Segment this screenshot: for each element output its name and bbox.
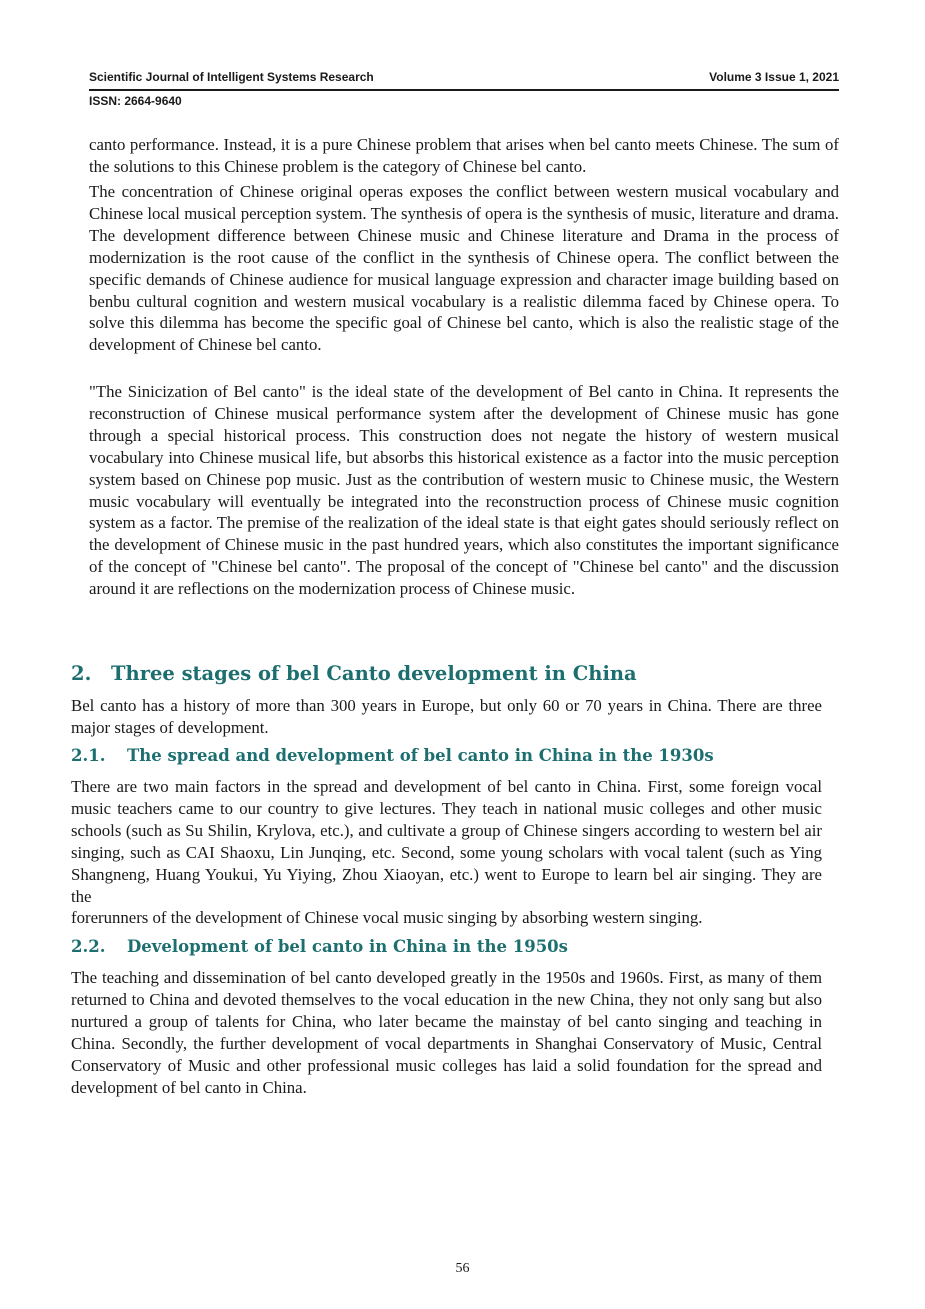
issn-label: ISSN: 2664-9640 — [89, 94, 182, 108]
section-heading-2 — [71, 662, 831, 685]
subsection-title: The spread and development of bel canto in China in the 1930s — [127, 746, 714, 765]
subsection-heading-2-2 — [71, 937, 831, 956]
section-title: Three stages of bel Canto development in China — [111, 662, 637, 685]
paragraph-1: canto performance. Instead, it is a pure Chinese problem that arises when bel canto meets Chinese. The sum of the solutions to this Chinese problem is the category of Chinese bel canto. — [89, 135, 839, 176]
paragraph-4: Bel canto has a history of more than 300 years in Europe, but only 60 or 70 years in China. There are three major stages of development. — [71, 696, 822, 737]
section-number: 2. — [71, 662, 92, 685]
header-rule — [89, 89, 839, 91]
header-top-row — [89, 70, 839, 88]
volume-issue: Volume 3 Issue 1, 2021 — [709, 70, 839, 84]
paragraph-3: "The Sinicization of Bel canto" is the ideal state of the development of Bel canto in China. It represents the reconstruction of Chinese musical performance system after the development of Chinese music has gone through a special historical process. This construction does not negate the history of western musical vocabulary into Chinese musical life, but absorbs this historical existence as a factor into the music perception system based on Chinese pop music. Just as the contribution of western music to Chinese music, the Western music vocabulary will eventually be integrated into the reconstruction process of Chinese music cognition system as a factor. The premise of the realization of the ideal state is that eight gates should seriously reflect on the development of Chinese music in the past hundred years, which also constitutes the important significance of the concept of "Chinese bel canto". The proposal of the concept of "Chinese bel canto" and the discussion around it are reflections on the modernization process of Chinese music. — [89, 382, 839, 599]
subsection-heading-2-1 — [71, 746, 831, 765]
paragraph-2: The concentration of Chinese original operas exposes the conflict between western musical vocabulary and Chinese local musical perception system. The synthesis of opera is the synthesis of music, literature and drama. The development difference between Chinese music and Chinese literature and Drama in the process of modernization is the root cause of the conflict in the synthesis of Chinese opera. The conflict between the specific demands of Chinese audience for musical language expression and character image building based on benbu cultural cognition and western musical vocabulary is a realistic dilemma faced by Chinese opera. To solve this dilemma has become the specific goal of Chinese bel canto, which is also the realistic stage of the development of Chinese bel canto. — [89, 182, 839, 355]
page-number: 56 — [455, 1261, 470, 1276]
running-header — [89, 70, 839, 109]
journal-name: Scientific Journal of Intelligent Systems Research — [89, 70, 374, 84]
subsection-number: 2.2. — [71, 937, 106, 956]
paragraph-6: The teaching and dissemination of bel canto developed greatly in the 1950s and 1960s. First, as many of them returned to China and devoted themselves to the vocal education in the new China, they not only sang but also nurtured a group of talents for China, who later became the mainstay of bel canto singing and teaching in China. Secondly, the further development of vocal departments in Shanghai Conservatory of Music, Central Conservatory of Music and other professional music colleges has laid a solid foundation for the spread and development of bel canto in China. — [71, 968, 822, 1097]
paragraph-5: There are two main factors in the spread and development of bel canto in China. First, some foreign vocal music teachers came to our country to give lectures. They teach in national music colleges and other music schools (such as Su Shilin, Krylova, etc.), and cultivate a group of Chinese singers according to western bel air singing, such as CAI Shaoxu, Lin Junqing, etc. Second, some young scholars with vocal talent (such as Ying Shangneng, Huang Youkui, Yu Yiying, Zhou Xiaoyan, etc.) went to Europe to learn bel air singing. They are the — [71, 777, 822, 906]
subsection-title: Development of bel canto in China in the 1950s — [127, 937, 568, 956]
subsection-number: 2.1. — [71, 746, 106, 765]
paragraph-5-continued: forerunners of the development of Chinese vocal music singing by absorbing western singing. — [71, 908, 703, 927]
